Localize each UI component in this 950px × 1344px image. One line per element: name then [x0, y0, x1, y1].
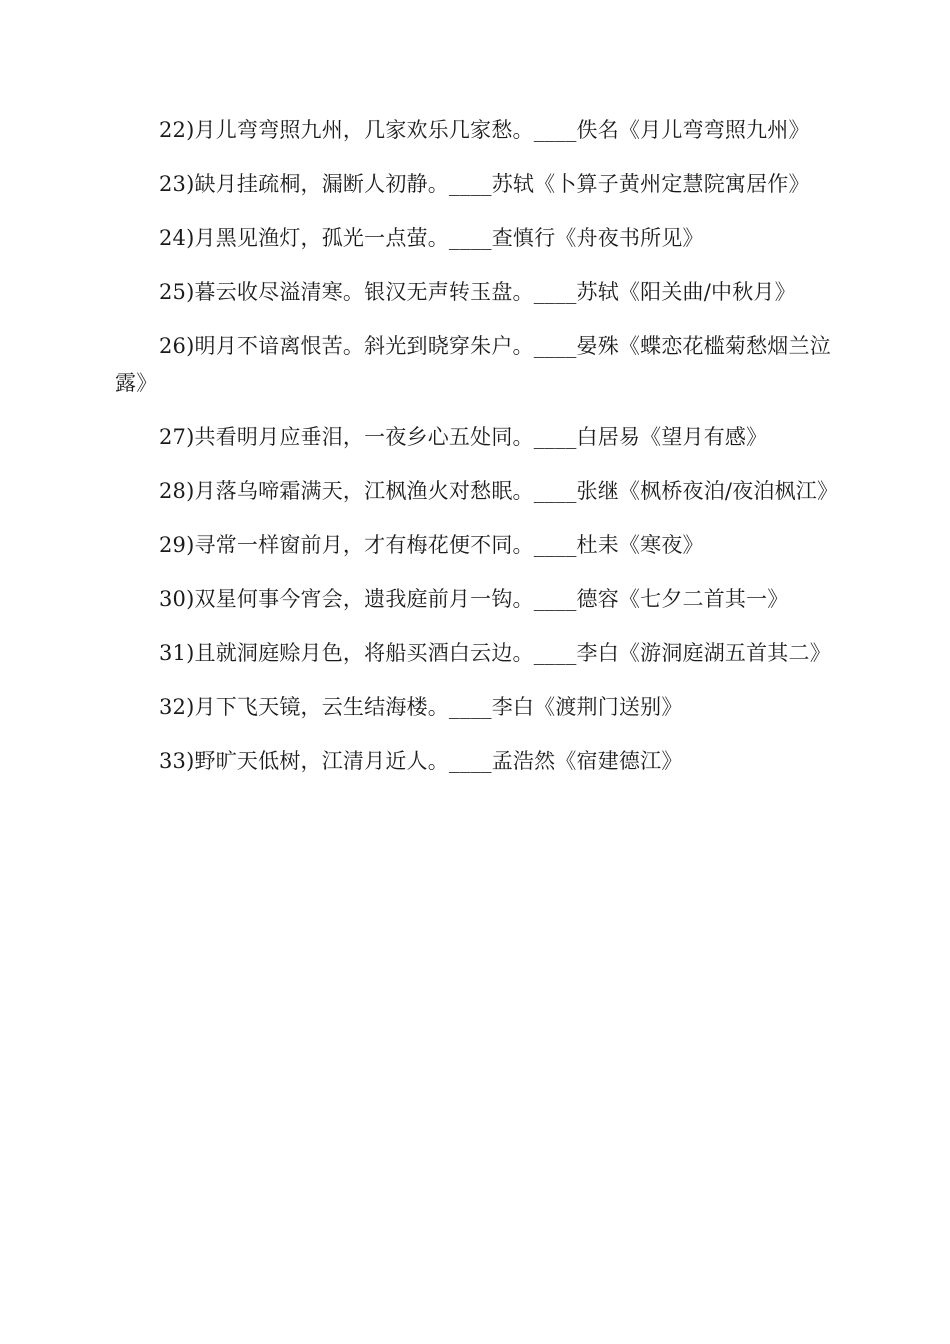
poem-line-24: 24)月黑见渔灯，孤光一点萤。____查慎行《舟夜书所见》	[159, 226, 704, 250]
poem-line-31: 31)且就洞庭赊月色，将船买酒白云边。____李白《游洞庭湖五首其二》	[159, 641, 831, 665]
poem-line-33: 33)野旷天低树，江清月近人。____孟浩然《宿建德江》	[159, 749, 683, 773]
poem-line-23: 23)缺月挂疏桐，漏断人初静。____苏轼《卜算子黄州定慧院寓居作》	[159, 172, 810, 196]
poem-line-29: 29)寻常一样窗前月，才有梅花便不同。____杜耒《寒夜》	[159, 533, 704, 557]
poem-line-27: 27)共看明月应垂泪，一夜乡心五处同。____白居易《望月有感》	[159, 425, 768, 449]
poem-line-25: 25)暮云收尽溢清寒。银汉无声转玉盘。____苏轼《阳关曲/中秋月》	[159, 280, 796, 304]
document-page	[115, 112, 839, 797]
poem-line-26: 26)明月不谙离恨苦。斜光到晓穿朱户。____晏殊《蝶恋花槛菊愁烟兰泣露》	[115, 334, 831, 395]
poem-line-28: 28)月落乌啼霜满天，江枫渔火对愁眠。____张继《枫桥夜泊/夜泊枫江》	[159, 479, 839, 503]
poem-line-30: 30)双星何事今宵会，遗我庭前月一钩。____德容《七夕二首其一》	[159, 587, 789, 611]
poem-line-22: 22)月儿弯弯照九州，几家欢乐几家愁。____佚名《月儿弯弯照九州》	[159, 118, 810, 142]
poem-line-32: 32)月下飞天镜，云生结海楼。____李白《渡荆门送别》	[159, 695, 683, 719]
